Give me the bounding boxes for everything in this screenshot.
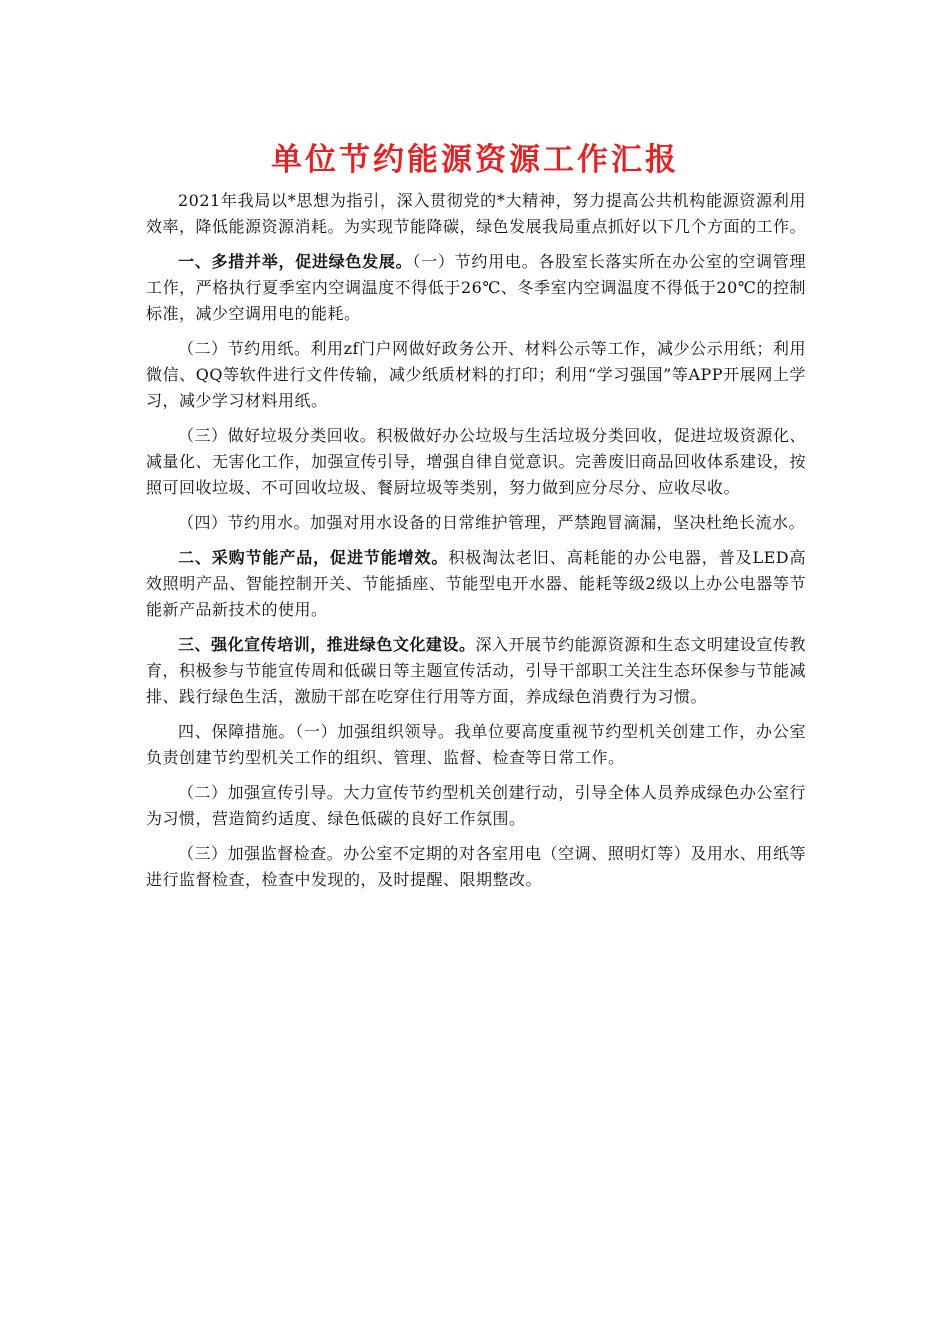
paragraph-text: （三）做好垃圾分类回收。积极做好办公垃圾与生活垃圾分类回收，促进垃圾资源化、减量化、无害化工作，加强宣传引导，增强自律自觉意识。完善废旧商品回收体系建设，按照可回收垃圾、不可回收垃圾、餐厨垃圾等类别，努力做到应分尽分、应收尽收。 xyxy=(146,426,807,497)
paragraph-text: （四）节约用水。加强对用水设备的日常维护管理，严禁跑冒滴漏，坚决杜绝长流水。 xyxy=(178,513,806,532)
paragraph-section-1-2 xyxy=(146,336,806,414)
paragraph-section-1-3 xyxy=(146,423,806,501)
paragraph-section-1 xyxy=(146,249,806,327)
document-body xyxy=(146,188,806,902)
document-title: 单位节约能源资源工作汇报 xyxy=(271,142,679,178)
paragraph-intro xyxy=(146,188,806,240)
paragraph-lead: 一、多措并举，促进绿色发展。 xyxy=(178,252,413,271)
paragraph-text: （一）节约用电。各股室长落实所在办公室的空调管理工作，严格执行夏季室内空调温度不得低于26℃、冬季室内空调温度不得低于20℃的控制标准，减少空调用电的能耗。 xyxy=(146,252,806,323)
paragraph-section-4 xyxy=(146,719,806,771)
paragraph-section-4-2 xyxy=(146,780,806,832)
paragraph-section-4-3 xyxy=(146,841,806,893)
paragraph-text: （二）节约用纸。利用zf门户网做好政务公开、材料公示等工作，减少公示用纸；利用微信、QQ等软件进行文件传输，减少纸质材料的打印；利用“学习强国”等APP开展网上学习，减少学习材料用纸。 xyxy=(146,339,806,410)
paragraph-lead: 三、强化宣传培训，推进绿色文化建设。 xyxy=(178,635,476,654)
paragraph-text: 四、保障措施。（一）加强组织领导。我单位要高度重视节约型机关创建工作，办公室负责创建节约型机关工作的组织、管理、监督、检查等日常工作。 xyxy=(146,722,806,767)
paragraph-lead: 二、采购节能产品，促进节能增效。 xyxy=(178,548,449,567)
paragraph-text: （二）加强宣传引导。大力宣传节约型机关创建行动，引导全体人员养成绿色办公室行为习惯，营造简约适度、绿色低碳的良好工作氛围。 xyxy=(146,783,806,828)
paragraph-section-3 xyxy=(146,632,806,710)
paragraph-text: 深入开展节约能源资源和生态文明建设宣传教育，积极参与节能宣传周和低碳日等主题宣传活动，引导干部职工关注生态环保参与节能减排、践行绿色生活，激励干部在吃穿住行用等方面，养成绿色消费行为习惯。 xyxy=(146,635,807,706)
paragraph-text: 积极淘汰老旧、高耗能的办公电器，普及LED高效照明产品、智能控制开关、节能插座、节能型电开水器、能耗等级2级以上办公电器等节能新产品新技术的使用。 xyxy=(146,548,806,619)
paragraph-section-2 xyxy=(146,545,806,623)
paragraph-section-1-4 xyxy=(146,510,806,536)
paragraph-text: 2021年我局以*思想为指引，深入贯彻党的*大精神，努力提高公共机构能源资源利用效率，降低能源资源消耗。为实现节能降碳，绿色发展我局重点抓好以下几个方面的工作。 xyxy=(146,191,807,236)
paragraph-text: （三）加强监督检查。办公室不定期的对各室用电（空调、照明灯等）及用水、用纸等进行监督检查，检查中发现的，及时提醒、限期整改。 xyxy=(146,844,806,889)
